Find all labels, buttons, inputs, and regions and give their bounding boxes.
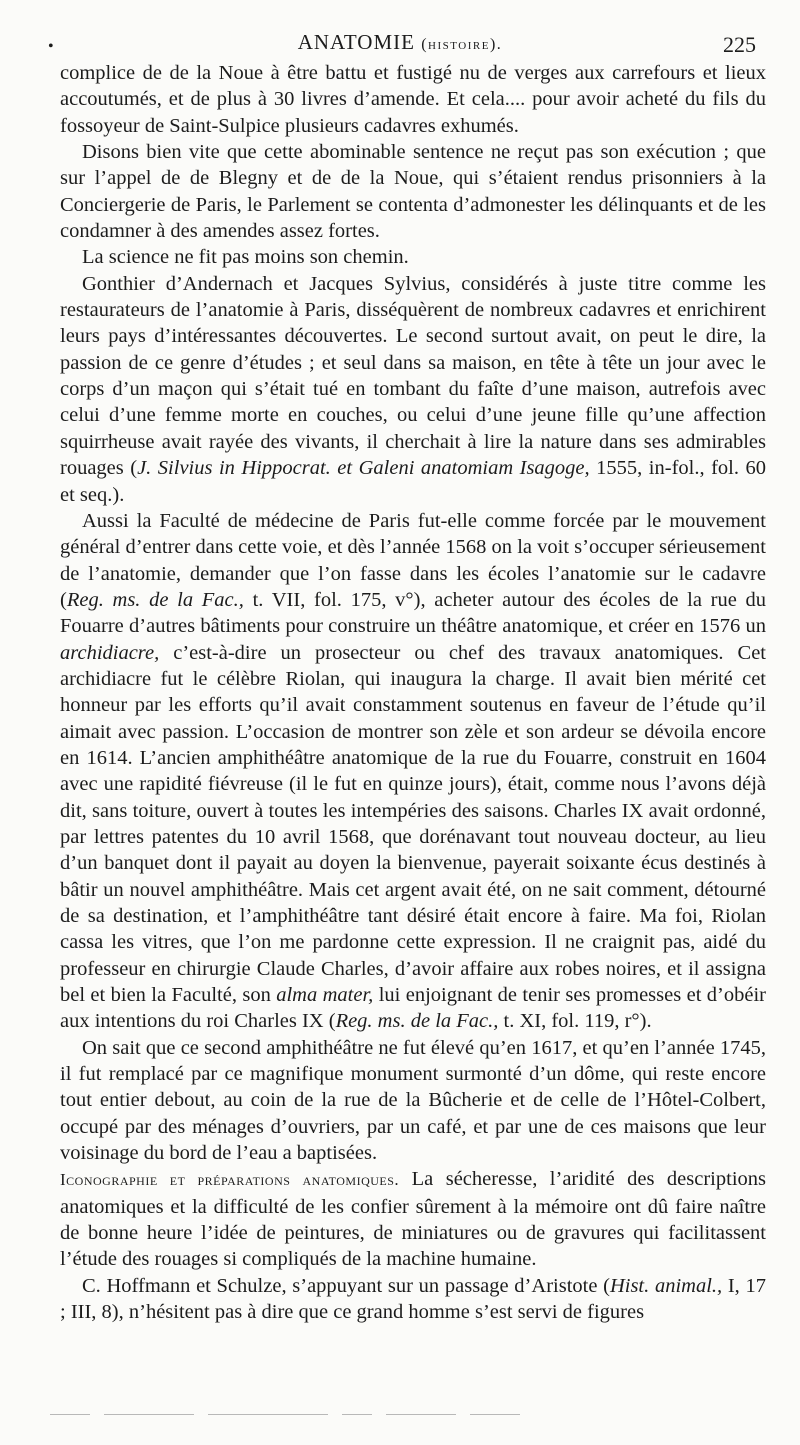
paragraph-8-citation: Hist. animal., bbox=[609, 1274, 723, 1297]
paragraph-5-citation-1: Reg. ms. de la Fac., bbox=[66, 588, 244, 611]
body-text bbox=[60, 60, 766, 1326]
paragraph-6: On sait que ce second amphithéâtre ne fut élevé qu’en 1617, et qu’en l’année 1745, il fut remplacé par ce magnifique monument surmonté d’un dôme, qui reste encore tout entier debout, au coin de la rue de la Bûcherie et de celle de l’Hôtel-Colbert, occupé par des ménages d’ouvriers, par un café, et par une de ces maisons que leur voisinage du bord de l’eau a baptisées. bbox=[60, 1036, 766, 1165]
paragraph-2: Disons bien vite que cette abominable sentence ne reçut pas son exécution ; que sur l’appel de de Blegny et de de la Noue, qui s’étaient rendus prisonniers à la Conciergerie de Paris, le Parlement se contenta d’admonester les délinquants et de les condamner à des amendes assez fortes. bbox=[60, 141, 766, 243]
paragraph-7 bbox=[60, 1166, 766, 1272]
paragraph-8-text-b: I, 17 ; III, 8), n’hésitent pas à dire que ce grand homme s’est servi de figures bbox=[60, 1274, 766, 1324]
paragraph-3: La science ne fit pas moins son chemin. bbox=[82, 246, 409, 269]
paragraph-8 bbox=[60, 1273, 766, 1326]
paragraph-4 bbox=[60, 271, 766, 508]
paragraph-5-text-b: t. VII, fol. 175, v°), acheter autour des écoles de la rue du Fouarre d’autres bâtiments pour construire un théâtre anatomique, et créer en 1576 un bbox=[60, 588, 767, 638]
paragraph-5-text-e: t. XI, fol. 119, r°). bbox=[498, 1010, 652, 1033]
running-header bbox=[40, 30, 760, 64]
running-title-main: ANATOMIE bbox=[297, 30, 415, 54]
paragraph-4-text-b: 1555, in-fol., fol. 60 et seq.). bbox=[60, 457, 766, 506]
paragraph-7-text: La sécheresse, l’aridité des descriptions anatomiques et la difficulté de les confier sûrement à la mémoire ont dû faire naître de bonne heure l’idée de peintures, de miniatures ou de gravures qui facilitassent l’étude des rouages si compliqués de la machine humaine. bbox=[60, 1168, 766, 1271]
paragraph-4-citation: J. Silvius in Hippocrat. et Galeni anatomiam Isagoge, bbox=[137, 457, 590, 480]
paragraph-5 bbox=[60, 508, 766, 1035]
running-title bbox=[40, 30, 760, 55]
paragraph-5-text-c: c’est-à-dire un prosecteur ou chef des travaux anatomiques. Cet archidiacre fut le célèbre Riolan, qui inaugura la charge. Il avait bien mérité cet honneur par les efforts qu’il avait constamment soutenus en faveur de l’étude qu’il aimait avec passion. L’occasion de montrer son zèle et son ardeur se dévoila encore en 1614. L’ancien amphithéâtre anatomique de la rue du Fouarre, construit en 1604 avec une rapidité fiévreuse (il le fut en quinze jours), était, comme nous l’avons déjà dit, sans toiture, ouvert à toutes les intempéries des saisons. Charles IX avait ordonné, par lettres patentes du 10 avril 1568, que dorénavant tout nouveau docteur, au lieu d’un banquet dont il payait au doyen la bienvenue, payerait soixante écus destinés à bâtir un nouvel amphithéâtre. Mais cet argent avait été, on ne sait comment, détourné de sa destination, et l’amphithéâtre tant désiré était encore à faire. Ma foi, Riolan cassa les vitres, que l’on me pardonne cette expression. Il ne craignit pas, aidé du professeur en chirurgie Claude Charles, d’avoir affaire aux robes noires, et il assigna bel et bien la Faculté, son bbox=[60, 641, 766, 1007]
paragraph-5-text-d: lui enjoignant de tenir ses promesses et d’obéir aux intentions du roi Charles IX ( bbox=[60, 984, 766, 1033]
bleed-through-marks bbox=[50, 1412, 610, 1416]
paragraph-4-text-a: Gonthier d’Andernach et Jacques Sylvius, considérés à juste titre comme les restaurateurs de l’anatomie à Paris, disséquèrent de nombreux cadavres et enrichirent leurs pays d’intéressantes découvertes. Le second surtout avait, on peut le dire, la passion de ce genre d’études ; et seul dans sa maison, en tête à tête un jour avec le corps d’un maçon qui s’était tué en tombant du faîte d’une maison, autrefois avec celui d’une femme morte en couches, ou celui d’une jeune fille qu’une affection squirrheuse avait rayée des vivants, il cherchait à lire la nature dans ses admirables rouages ( bbox=[60, 272, 766, 480]
section-heading: Iconographie et préparations anatomiques. bbox=[60, 1170, 400, 1190]
header-mark: • bbox=[48, 38, 54, 55]
paragraph-5-term: archidiacre, bbox=[60, 641, 160, 664]
paragraph-1: complice de de la Noue à être battu et fustigé nu de verges aux carrefours et lieux accoutumés, et de plus à 30 livres d’amende. Et cela.... pour avoir acheté du fils du fossoyeur de Saint-Sulpice plusieurs cadavres exhumés. bbox=[60, 62, 766, 137]
paragraph-8-text-a: C. Hoffmann et Schulze, s’appuyant sur un passage d’Aristote ( bbox=[82, 1274, 610, 1297]
paragraph-5-citation-2: Reg. ms. de la Fac., bbox=[335, 1010, 499, 1033]
paragraph-5-latin: alma mater, bbox=[276, 984, 374, 1007]
running-title-sub: (histoire). bbox=[421, 36, 503, 53]
page-number: 225 bbox=[723, 32, 756, 57]
paragraph-5-text-a: Aussi la Faculté de médecine de Paris fut-elle comme forcée par le mouvement général d’entrer dans cette voie, et dès l’année 1568 on la voit s’occuper sérieusement de l’anatomie, demander que l’on fasse dans les écoles l’anatomie sur le cadavre ( bbox=[60, 509, 766, 611]
